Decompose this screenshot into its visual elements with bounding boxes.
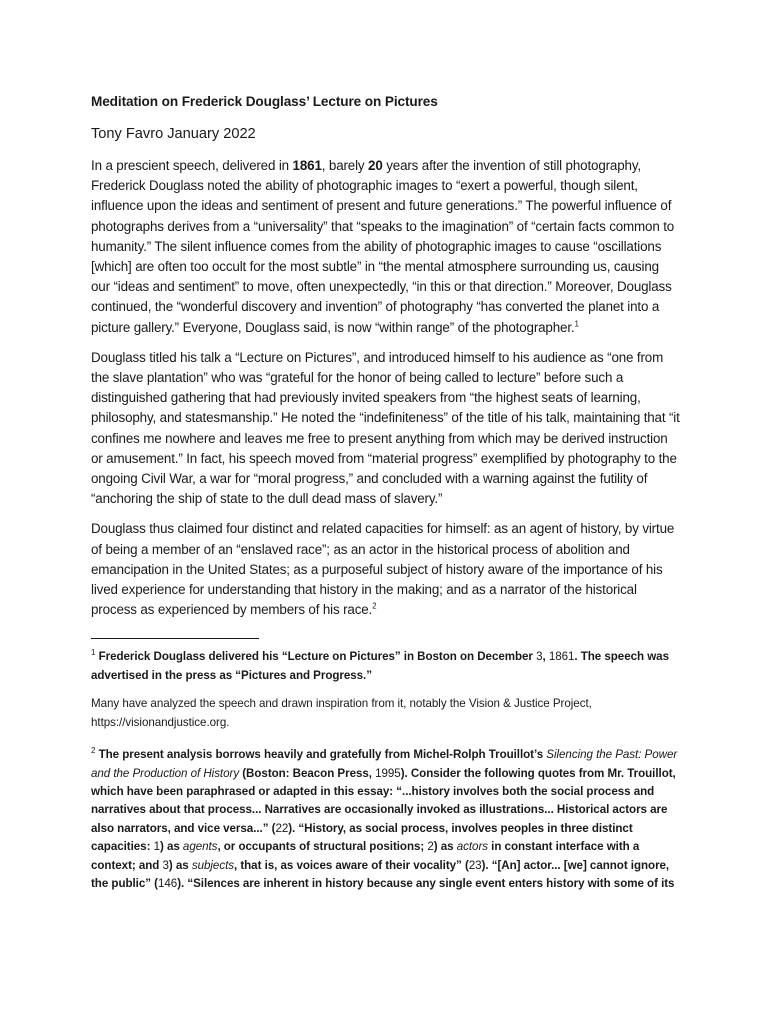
footnote-2-num-3: 3 <box>162 858 169 872</box>
footnote-2-book-title: Silencing the Past: Power and the Production of History <box>91 748 678 780</box>
footnote-2-text-a: The present analysis borrows heavily and gratefully from Michel-Rolph Trouillot’s <box>95 748 547 762</box>
footnote-2-text-l: ). “Silences are inherent in history because any single event enters history with some of its <box>177 876 675 890</box>
footnote-2-text-h: in constant interface with a context; and <box>91 840 640 872</box>
paragraph-1-year: 1861 <box>292 158 322 173</box>
footnote-2-actors: actors <box>456 840 489 854</box>
paragraph-3-text: Douglass thus claimed four distinct and related capacities for himself: as an agent of history, by virtue of being a member of an “enslaved race”; as an actor in the historical process of abolition and emancipation in the United States; as a purposeful subject of history aware of the importance of his lived experience for understanding that history in the making; and as a narrator of the historical process as experienced by members of his race. <box>91 521 675 618</box>
footnote-2 <box>91 746 681 893</box>
footnote-2-pubyear: 1995 <box>375 766 401 780</box>
footnote-ref-2[interactable]: 2 <box>372 601 377 611</box>
footnote-1-text-b: , <box>542 650 549 664</box>
footnote-2-subjects: subjects <box>191 858 234 872</box>
footnote-2-text-i: ) as <box>168 858 192 872</box>
paragraph-2: Douglass titled his talk a “Lecture on Pictures”, and introduced himself to his audience as “one from the slave plantation” who was “grateful for the honor of being called to lecture” before such a distinguished gathering that had previously invited speakers from “the highest seats of learning, philosophy, and statesmanship.” He noted the “indefiniteness” of the title of his talk, maintaining that “it confines me nowhere and leaves me free to present anything from which may be derived instruction or amusement.” In fact, his speech moved from “material progress” exemplified by photography to the ongoing Civil War, a war for “moral progress,” and concluded with a warning against the futility of “anchoring the ship of state to the dull dead mass of slavery.” <box>91 349 680 507</box>
footnote-1-text-a: Frederick Douglass delivered his “Lecture on Pictures” in Boston on December <box>95 650 537 664</box>
paragraph-1 <box>91 156 681 338</box>
footnote-1-year: 1861 <box>548 650 575 664</box>
footnote-2-num-2: 2 <box>427 840 434 854</box>
footnote-2-text-b: (Boston: Beacon Press, <box>239 766 376 780</box>
footnote-2-text-g: ) as <box>433 840 457 854</box>
footnote-1-marker: 1 <box>91 648 96 658</box>
footnote-2-text-f: , or occupants of structural positions; <box>217 840 428 854</box>
footnote-2-page-3: 146 <box>157 876 178 890</box>
footnote-2-page-2: 23 <box>468 858 482 872</box>
document-page <box>91 92 681 903</box>
paragraph-1-text-c: years after the invention of still photography, Frederick Douglass noted the ability of photographic images to “exert a powerful, though silent, influence upon the ideas and sentiment of present and future generations.” The powerful influence of photographs derives from a “universality” that “speaks to the imagination” of “certain facts common to humanity.” The silent influence comes from the ability of photographic images to cause “oscillations [which] are often too occult for the most subtle” in “the mental atmosphere surrounding us, causing our “ideas and sentiment” to move, often unexpectedly, “in this or that direction.” Moreover, Douglass continued, the “wonderful discovery and invention” of photography “has converted the planet into a picture gallery.” Everyone, Douglass said, is now “within range” of the photographer. <box>91 158 675 335</box>
footnote-2-text-d: ). “History, as social process, involves peoples in three distinct capacities: <box>91 821 633 854</box>
footnote-2-agents: agents <box>182 840 218 854</box>
paragraph-1-years-count: 20 <box>368 158 383 173</box>
footnote-2-text-e: ) as <box>159 840 183 854</box>
footnote-2-marker: 2 <box>91 746 96 756</box>
paragraph-3 <box>91 519 681 620</box>
author-date-line: Tony Favro January 2022 <box>91 126 256 142</box>
paragraph-1-text-a: In a prescient speech, delivered in <box>91 158 293 173</box>
document-title: Meditation on Frederick Douglass’ Lecture on Pictures <box>91 94 438 109</box>
footnote-2-text-c: ). Consider the following quotes from Mr. Trouillot, which have been paraphrased or adapted in this essay: “...history involves both the social process and narratives about that process... Narratives are occasionally invoked as illustrations... Historical actors are also narrators, and vice versa...” ( <box>91 766 676 835</box>
footnote-ref-1[interactable]: 1 <box>574 319 579 329</box>
footnote-1 <box>91 648 681 685</box>
footnote-1-day: 3 <box>536 650 543 664</box>
footnote-1-continuation: Many have analyzed the speech and drawn inspiration from it, notably the Vision & Justice Project, https://visionandjustice.org. <box>91 697 592 729</box>
paragraph-1-text-b: , barely <box>321 158 369 173</box>
footnote-2-num-1: 1 <box>153 840 160 854</box>
footnote-1-text-c: . The speech was advertised in the press as “Pictures and Progress.” <box>91 650 669 682</box>
footnote-2-text-k: ). “[An] actor... [we] cannot ignore, the public” ( <box>91 858 670 890</box>
footnote-2-text-j: , that is, as voices aware of their vocality” ( <box>234 858 469 872</box>
footnote-2-page-1: 22 <box>275 821 289 835</box>
footnote-separator <box>91 638 259 639</box>
